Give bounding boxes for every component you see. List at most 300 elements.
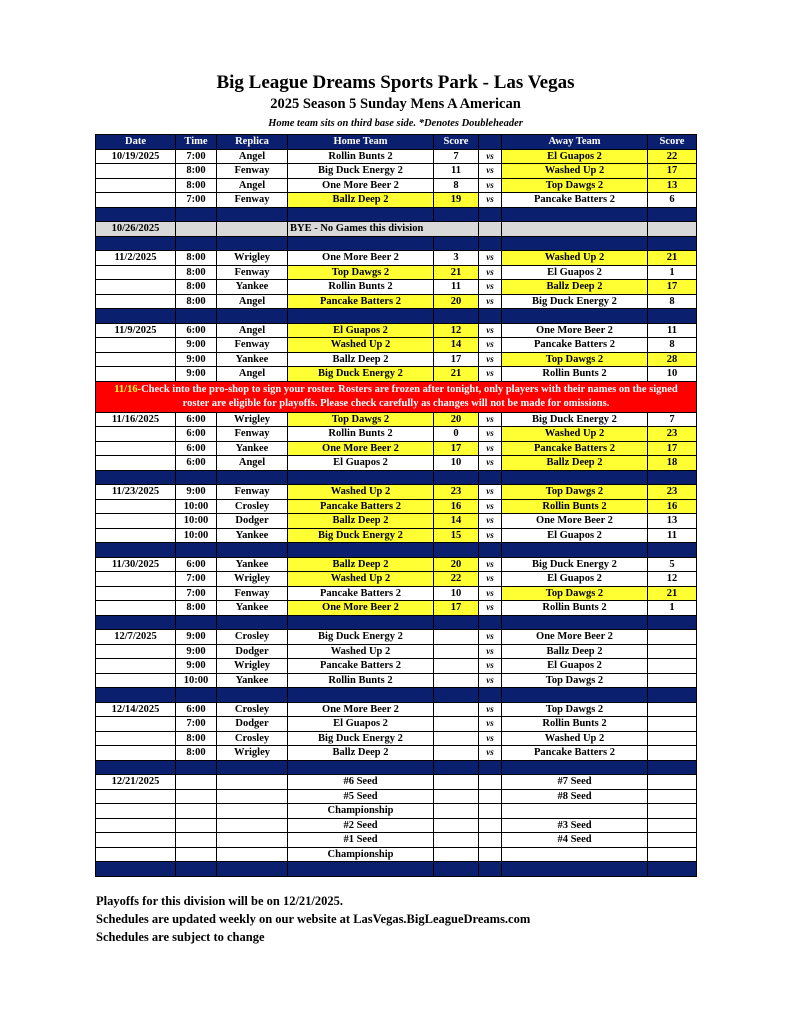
separator-cell (479, 862, 502, 877)
separator-cell (502, 543, 648, 558)
replica-cell: Angel (217, 456, 288, 471)
separator-cell (288, 760, 434, 775)
home-score-cell: 19 (434, 193, 479, 208)
home-team-cell: El Guapos 2 (288, 717, 434, 732)
home-score-cell (434, 804, 479, 819)
home-seed-cell: Championship (288, 804, 434, 819)
table-row (96, 323, 697, 338)
time-cell: 6:00 (176, 323, 217, 338)
away-score-cell (648, 804, 697, 819)
away-score-cell: 17 (648, 280, 697, 295)
vs-cell (479, 804, 502, 819)
away-score-cell: 28 (648, 352, 697, 367)
vs-cell: vs (479, 367, 502, 382)
time-cell (176, 789, 217, 804)
home-team-cell: Top Dawgs 2 (288, 265, 434, 280)
home-team-cell: One More Beer 2 (288, 441, 434, 456)
separator-cell (434, 236, 479, 251)
time-cell: 10:00 (176, 673, 217, 688)
away-seed-cell (502, 804, 648, 819)
date-cell (96, 441, 176, 456)
table-row (96, 499, 697, 514)
table-row (96, 178, 697, 193)
separator-cell (217, 862, 288, 877)
separator-cell (648, 309, 697, 324)
week-separator-row (96, 688, 697, 703)
date-cell: 11/16/2025 (96, 412, 176, 427)
replica-cell: Angel (217, 178, 288, 193)
separator-cell (479, 760, 502, 775)
separator-cell (479, 207, 502, 222)
home-team-cell: One More Beer 2 (288, 601, 434, 616)
replica-cell: Wrigley (217, 572, 288, 587)
time-cell: 7:00 (176, 572, 217, 587)
vs-cell (479, 847, 502, 862)
date-cell (96, 833, 176, 848)
replica-cell: Yankee (217, 601, 288, 616)
away-seed-cell: #3 Seed (502, 818, 648, 833)
separator-cell (217, 207, 288, 222)
week-separator-row (96, 470, 697, 485)
table-row (96, 164, 697, 179)
time-cell: 9:00 (176, 659, 217, 674)
away-score-cell: 18 (648, 456, 697, 471)
vs-cell: vs (479, 601, 502, 616)
table-row (96, 717, 697, 732)
separator-cell (434, 543, 479, 558)
replica-cell: Yankee (217, 352, 288, 367)
date-cell (96, 352, 176, 367)
separator-cell (288, 236, 434, 251)
separator-cell (217, 615, 288, 630)
replica-cell: Yankee (217, 280, 288, 295)
away-team-cell: Pancake Batters 2 (502, 441, 648, 456)
separator-cell (479, 688, 502, 703)
away-team-cell: Washed Up 2 (502, 427, 648, 442)
separator-cell (288, 615, 434, 630)
replica-cell: Fenway (217, 265, 288, 280)
home-team-cell: Big Duck Energy 2 (288, 731, 434, 746)
week-separator-row (96, 862, 697, 877)
away-team-cell: Ballz Deep 2 (502, 644, 648, 659)
home-team-cell: Pancake Batters 2 (288, 294, 434, 309)
separator-cell (502, 688, 648, 703)
vs-cell: vs (479, 659, 502, 674)
separator-cell (434, 207, 479, 222)
vs-cell: vs (479, 323, 502, 338)
week-separator-row (96, 236, 697, 251)
away-seed-cell (502, 847, 648, 862)
away-score-cell (648, 717, 697, 732)
home-score-cell: 20 (434, 412, 479, 427)
table-row (96, 673, 697, 688)
home-score-cell: 8 (434, 178, 479, 193)
time-cell: 9:00 (176, 630, 217, 645)
table-row (96, 265, 697, 280)
time-cell: 8:00 (176, 164, 217, 179)
schedule-table (95, 134, 697, 877)
away-score-cell (648, 630, 697, 645)
home-team-cell: Pancake Batters 2 (288, 499, 434, 514)
separator-cell (434, 309, 479, 324)
vs-cell: vs (479, 746, 502, 761)
date-cell: 11/2/2025 (96, 251, 176, 266)
away-score-cell: 1 (648, 265, 697, 280)
away-team-cell: Washed Up 2 (502, 251, 648, 266)
separator-cell (479, 470, 502, 485)
week-separator-row (96, 543, 697, 558)
home-score-cell (434, 644, 479, 659)
separator-cell (502, 470, 648, 485)
time-cell: 6:00 (176, 702, 217, 717)
replica-cell: Crosley (217, 702, 288, 717)
vs-cell: vs (479, 514, 502, 529)
date-cell (96, 338, 176, 353)
playoff-row (96, 804, 697, 819)
vs-cell: vs (479, 528, 502, 543)
footer-playoffs-note: Playoffs for this division will be on 12/21/2025. (96, 894, 344, 908)
date-cell: 11/23/2025 (96, 485, 176, 500)
home-score-cell: 21 (434, 265, 479, 280)
away-team-cell: Pancake Batters 2 (502, 338, 648, 353)
table-row (96, 352, 697, 367)
replica-cell: Angel (217, 294, 288, 309)
away-score-cell (648, 789, 697, 804)
replica-cell: Fenway (217, 427, 288, 442)
time-cell: 6:00 (176, 412, 217, 427)
away-team-cell: One More Beer 2 (502, 630, 648, 645)
col-header-time: Time (176, 135, 217, 150)
week-separator-row (96, 207, 697, 222)
date-cell: 12/21/2025 (96, 775, 176, 790)
replica-cell: Wrigley (217, 412, 288, 427)
separator-cell (434, 862, 479, 877)
separator-cell (96, 207, 176, 222)
date-cell (96, 514, 176, 529)
separator-cell (96, 309, 176, 324)
vs-cell: vs (479, 673, 502, 688)
separator-cell (217, 543, 288, 558)
home-team-cell: Ballz Deep 2 (288, 193, 434, 208)
table-row (96, 731, 697, 746)
home-team-cell: One More Beer 2 (288, 178, 434, 193)
col-header-away-score: Score (648, 135, 697, 150)
vs-cell: vs (479, 193, 502, 208)
separator-cell (217, 760, 288, 775)
home-score-cell (434, 731, 479, 746)
replica-cell: Yankee (217, 557, 288, 572)
home-team-cell: Washed Up 2 (288, 485, 434, 500)
away-seed-cell: #4 Seed (502, 833, 648, 848)
away-score-cell (648, 847, 697, 862)
date-cell: 12/7/2025 (96, 630, 176, 645)
separator-cell (434, 760, 479, 775)
separator-cell (648, 470, 697, 485)
home-team-cell: Ballz Deep 2 (288, 746, 434, 761)
home-score-cell: 20 (434, 294, 479, 309)
playoff-row (96, 818, 697, 833)
col-header-replica: Replica (217, 135, 288, 150)
replica-cell: Yankee (217, 441, 288, 456)
away-score-cell (648, 833, 697, 848)
separator-cell (502, 760, 648, 775)
separator-cell (176, 688, 217, 703)
notice-text: Check into the pro-shop to sign your roster. Rosters are frozen after tonight, only players with their names on the signed roster are eligible for playoffs. Please check carefully as changes will not be made for omissions. (141, 383, 678, 409)
table-row (96, 644, 697, 659)
away-team-cell: Big Duck Energy 2 (502, 294, 648, 309)
time-cell (176, 804, 217, 819)
home-team-cell: Big Duck Energy 2 (288, 164, 434, 179)
away-team-cell: One More Beer 2 (502, 323, 648, 338)
home-score-cell: 0 (434, 427, 479, 442)
playoff-row (96, 847, 697, 862)
date-cell (96, 280, 176, 295)
separator-cell (96, 760, 176, 775)
date-cell (96, 847, 176, 862)
vs-cell: vs (479, 702, 502, 717)
home-team-cell: Rollin Bunts 2 (288, 149, 434, 164)
home-team-cell: One More Beer 2 (288, 251, 434, 266)
separator-cell (648, 688, 697, 703)
time-cell: 9:00 (176, 644, 217, 659)
vs-cell: vs (479, 441, 502, 456)
home-seed-cell: #1 Seed (288, 833, 434, 848)
time-cell (176, 222, 217, 237)
away-team-cell: Top Dawgs 2 (502, 178, 648, 193)
separator-cell (502, 207, 648, 222)
home-score-cell (434, 630, 479, 645)
time-cell: 8:00 (176, 746, 217, 761)
vs-cell: vs (479, 178, 502, 193)
date-cell (96, 367, 176, 382)
vs-cell: vs (479, 731, 502, 746)
replica-cell (217, 789, 288, 804)
table-row (96, 659, 697, 674)
separator-cell (176, 543, 217, 558)
replica-cell: Angel (217, 323, 288, 338)
home-seed-cell: #6 Seed (288, 775, 434, 790)
vs-cell (479, 818, 502, 833)
separator-cell (176, 236, 217, 251)
separator-cell (217, 309, 288, 324)
away-score-cell (648, 222, 697, 237)
away-team-cell: Top Dawgs 2 (502, 352, 648, 367)
home-score-cell: 17 (434, 352, 479, 367)
time-cell: 6:00 (176, 441, 217, 456)
separator-cell (176, 207, 217, 222)
home-team-cell: Rollin Bunts 2 (288, 673, 434, 688)
away-score-cell: 12 (648, 572, 697, 587)
home-team-cell: Pancake Batters 2 (288, 586, 434, 601)
vs-cell: vs (479, 644, 502, 659)
table-row (96, 427, 697, 442)
home-score-cell: 11 (434, 164, 479, 179)
time-cell: 10:00 (176, 514, 217, 529)
separator-cell (217, 236, 288, 251)
vs-cell (479, 222, 502, 237)
separator-cell (434, 688, 479, 703)
home-team-cell: Washed Up 2 (288, 644, 434, 659)
separator-cell (217, 470, 288, 485)
time-cell: 8:00 (176, 178, 217, 193)
replica-cell: Dodger (217, 644, 288, 659)
replica-cell: Angel (217, 367, 288, 382)
time-cell: 8:00 (176, 280, 217, 295)
table-row (96, 149, 697, 164)
footer-website-note: Schedules are updated weekly on our website at LasVegas.BigLeagueDreams.com (96, 912, 531, 926)
date-cell (96, 499, 176, 514)
home-score-cell: 11 (434, 280, 479, 295)
separator-cell (96, 688, 176, 703)
vs-cell (479, 775, 502, 790)
separator-cell (502, 236, 648, 251)
away-score-cell (648, 775, 697, 790)
home-score-cell: 22 (434, 572, 479, 587)
separator-cell (176, 862, 217, 877)
away-seed-cell: #8 Seed (502, 789, 648, 804)
header-note: Home team sits on third base side. *Denotes Doubleheader (268, 118, 523, 129)
table-row (96, 630, 697, 645)
away-team-cell: Top Dawgs 2 (502, 673, 648, 688)
away-score-cell: 6 (648, 193, 697, 208)
home-team-cell: Washed Up 2 (288, 338, 434, 353)
replica-cell: Crosley (217, 731, 288, 746)
away-score-cell: 7 (648, 412, 697, 427)
replica-cell (217, 775, 288, 790)
separator-cell (434, 470, 479, 485)
separator-cell (96, 470, 176, 485)
away-team-cell: Big Duck Energy 2 (502, 557, 648, 572)
home-score-cell: 10 (434, 586, 479, 601)
home-score-cell (434, 717, 479, 732)
away-team-cell: El Guapos 2 (502, 659, 648, 674)
replica-cell: Fenway (217, 586, 288, 601)
home-score-cell (434, 673, 479, 688)
home-team-cell: Top Dawgs 2 (288, 412, 434, 427)
time-cell: 8:00 (176, 265, 217, 280)
time-cell (176, 818, 217, 833)
date-cell (96, 804, 176, 819)
away-team-cell: Ballz Deep 2 (502, 280, 648, 295)
date-cell (96, 717, 176, 732)
replica-cell: Crosley (217, 499, 288, 514)
vs-cell: vs (479, 294, 502, 309)
home-team-cell: Ballz Deep 2 (288, 514, 434, 529)
replica-cell: Dodger (217, 514, 288, 529)
vs-cell: vs (479, 456, 502, 471)
separator-cell (288, 470, 434, 485)
away-team-cell: Top Dawgs 2 (502, 485, 648, 500)
away-score-cell (648, 659, 697, 674)
time-cell: 9:00 (176, 338, 217, 353)
vs-cell: vs (479, 164, 502, 179)
home-score-cell (434, 775, 479, 790)
page-title: Big League Dreams Sports Park - Las Vegas (216, 72, 575, 93)
date-cell (96, 164, 176, 179)
vs-cell: vs (479, 251, 502, 266)
away-team-cell (502, 222, 648, 237)
home-team-cell: Big Duck Energy 2 (288, 630, 434, 645)
away-team-cell: Top Dawgs 2 (502, 702, 648, 717)
roster-notice (96, 381, 697, 412)
date-cell (96, 572, 176, 587)
date-cell: 10/26/2025 (96, 222, 176, 237)
away-score-cell: 8 (648, 294, 697, 309)
away-score-cell (648, 731, 697, 746)
away-team-cell: Pancake Batters 2 (502, 193, 648, 208)
bye-text: BYE - No Games this division (288, 222, 479, 237)
home-score-cell: 12 (434, 323, 479, 338)
separator-cell (96, 236, 176, 251)
date-cell: 10/19/2025 (96, 149, 176, 164)
table-row (96, 485, 697, 500)
replica-cell: Fenway (217, 164, 288, 179)
away-score-cell (648, 673, 697, 688)
home-score-cell: 17 (434, 441, 479, 456)
date-cell (96, 731, 176, 746)
col-header-vs (479, 135, 502, 150)
away-score-cell: 10 (648, 367, 697, 382)
vs-cell: vs (479, 485, 502, 500)
away-team-cell: El Guapos 2 (502, 572, 648, 587)
vs-cell (479, 833, 502, 848)
separator-cell (502, 309, 648, 324)
separator-cell (479, 543, 502, 558)
playoff-row (96, 775, 697, 790)
date-cell (96, 265, 176, 280)
away-team-cell: Rollin Bunts 2 (502, 367, 648, 382)
time-cell (176, 847, 217, 862)
away-team-cell: Rollin Bunts 2 (502, 601, 648, 616)
col-header-away-team: Away Team (502, 135, 648, 150)
time-cell: 9:00 (176, 485, 217, 500)
away-score-cell: 1 (648, 601, 697, 616)
separator-cell (217, 688, 288, 703)
away-team-cell: El Guapos 2 (502, 528, 648, 543)
home-team-cell: Washed Up 2 (288, 572, 434, 587)
roster-notice-row (96, 381, 697, 412)
away-score-cell: 8 (648, 338, 697, 353)
time-cell: 9:00 (176, 352, 217, 367)
away-score-cell: 13 (648, 514, 697, 529)
replica-cell: Wrigley (217, 659, 288, 674)
replica-cell: Fenway (217, 485, 288, 500)
vs-cell: vs (479, 572, 502, 587)
separator-cell (176, 470, 217, 485)
home-score-cell: 23 (434, 485, 479, 500)
separator-cell (176, 615, 217, 630)
vs-cell: vs (479, 149, 502, 164)
date-cell (96, 586, 176, 601)
schedule-body (96, 149, 697, 876)
away-score-cell (648, 818, 697, 833)
date-cell (96, 528, 176, 543)
separator-cell (288, 207, 434, 222)
away-team-cell: Rollin Bunts 2 (502, 717, 648, 732)
separator-cell (479, 236, 502, 251)
home-score-cell: 14 (434, 338, 479, 353)
date-cell: 12/14/2025 (96, 702, 176, 717)
table-row (96, 338, 697, 353)
vs-cell (479, 789, 502, 804)
home-team-cell: Pancake Batters 2 (288, 659, 434, 674)
replica-cell: Crosley (217, 630, 288, 645)
col-header-home-team: Home Team (288, 135, 434, 150)
vs-cell: vs (479, 352, 502, 367)
time-cell: 8:00 (176, 294, 217, 309)
away-team-cell: Big Duck Energy 2 (502, 412, 648, 427)
time-cell: 10:00 (176, 499, 217, 514)
